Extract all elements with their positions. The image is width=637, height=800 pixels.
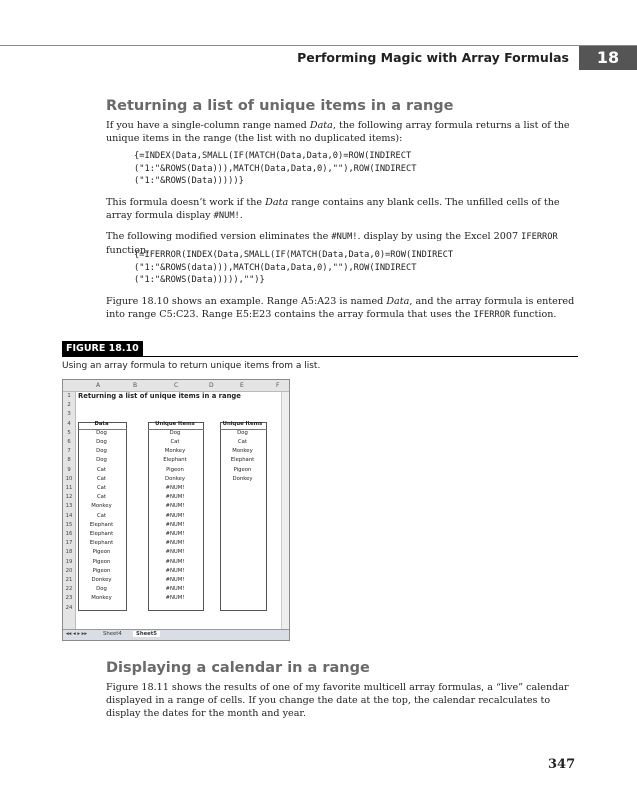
tab-nav-arrows-icon[interactable]: ◂◂ ◂ ▸ ▸▸: [66, 631, 88, 637]
chapter-number-badge: 18: [579, 46, 637, 70]
header-underline: [148, 429, 204, 430]
data-cell-e: Elephant: [230, 457, 255, 464]
data-cell-c: Dog: [169, 429, 181, 436]
code-block-2: {=IFERROR(INDEX(Data,SMALL(IF(MATCH(Data,Data,0)=ROW(INDIRECT ("1:"&ROWS(data))),MATCH(Data,Data,0),""),ROW(INDIRECT ("1:"&ROWS(Data))))),"")}: [134, 250, 454, 285]
data-cell-e: [220, 576, 265, 585]
row-number: 18: [65, 549, 73, 556]
column-header-c: C: [174, 382, 179, 389]
running-header-title: Performing Magic with Array Formulas: [297, 50, 569, 65]
data-cell-a: Cat: [96, 466, 107, 473]
data-cell-e: [220, 512, 265, 521]
data-cell-a: Dog: [96, 586, 107, 593]
row-number: 12: [65, 494, 73, 501]
data-cell-c: #NUM!: [165, 567, 185, 574]
row-number: 3: [67, 411, 71, 418]
row-number: 24: [65, 604, 73, 611]
data-cell-e: [220, 594, 265, 603]
data-cell-e: [220, 567, 265, 576]
row-number: 4: [67, 420, 71, 427]
data-cell-e: Monkey: [232, 448, 253, 455]
data-cell-c: #NUM!: [165, 485, 185, 491]
data-cell-e: Dog: [237, 429, 248, 436]
data-cell-a: Donkey: [91, 577, 112, 583]
section-heading-calendar: Displaying a calendar in a range: [106, 660, 370, 676]
spreadsheet-screenshot: [62, 379, 290, 641]
header-cell-unique-e: Unique Items: [222, 420, 263, 427]
data-cell-a: Dog: [96, 429, 107, 436]
header-cell-unique-c: Unique Items: [155, 420, 195, 427]
figure-rule: [62, 356, 578, 357]
data-cell-a: Cat: [96, 475, 107, 482]
tab-sheet4[interactable]: Sheet4: [103, 631, 122, 637]
data-cell-c: #NUM!: [165, 540, 185, 547]
data-cell-c: #NUM!: [165, 531, 185, 537]
data-cell-a: Monkey: [91, 503, 112, 510]
row-number: 22: [65, 586, 73, 593]
row-number: 5: [67, 429, 71, 436]
row-number: 6: [67, 439, 71, 445]
data-cell-c: #NUM!: [165, 586, 185, 593]
row-number: 1: [67, 393, 71, 399]
data-cell-c: #NUM!: [165, 512, 185, 519]
column-header-d: D: [209, 382, 214, 389]
data-cell-e: Cat: [237, 439, 248, 445]
row-number: 19: [65, 558, 73, 565]
row-number: 21: [65, 577, 73, 583]
data-cell-c: Cat: [170, 439, 180, 445]
data-cell-a: Cat: [96, 485, 107, 491]
tab-sheet5[interactable]: Sheet5: [133, 631, 160, 637]
data-cell-c: #NUM!: [165, 558, 185, 565]
row-number: 17: [65, 540, 73, 547]
data-cell-c: Pigeon: [166, 466, 184, 473]
column-header-b: B: [133, 382, 138, 389]
row-number: 20: [65, 567, 73, 574]
data-cell-c: Donkey: [165, 475, 185, 482]
paragraph-modified: The following modified version eliminates the #NUM!. display by using the Excel 2007 IFERROR function.: [106, 231, 558, 256]
figure-caption: Using an array formula to return unique items from a list.: [62, 361, 321, 371]
data-cell-e: [220, 539, 265, 548]
paragraph-intro: If you have a single-column range named Data, the following array formula returns a list of the unique items in the range (the list with no duplicated items):: [106, 120, 570, 144]
data-cell-e: [220, 558, 265, 567]
column-header-f: F: [276, 382, 280, 389]
section-heading-unique-items: Returning a list of unique items in a range: [106, 98, 454, 114]
vertical-scrollbar[interactable]: [281, 392, 289, 630]
code-block-1: {=INDEX(Data,SMALL(IF(MATCH(Data,Data,0)=ROW(INDIRECT ("1:"&ROWS(Data))),MATCH(Data,Data,0),""),ROW(INDIRECT ("1:"&ROWS(Data)))))}: [134, 151, 417, 186]
data-cell-a: Dog: [96, 448, 107, 455]
data-cell-a: Dog: [96, 439, 107, 445]
data-cell-e: [220, 530, 265, 539]
row-number: 8: [67, 457, 71, 464]
data-cell-c: #NUM!: [165, 503, 185, 510]
data-cell-c: #NUM!: [165, 595, 185, 602]
row-number: 7: [67, 448, 71, 455]
row-number-gutter: [63, 392, 76, 630]
row-number: 23: [65, 595, 73, 602]
paragraph-note: This formula doesn’t work if the Data range contains any blank cells. The unfilled cells of the array formula display #NUM!.: [106, 197, 560, 221]
data-cell-e: [220, 493, 265, 502]
row-number: 9: [67, 466, 71, 473]
data-cell-c: #NUM!: [165, 577, 185, 583]
data-cell-a: Pigeon: [92, 558, 111, 565]
paragraph-figure-ref: Figure 18.10 shows an example. Range A5:A23 is named Data, and the array formula is entered into range C5:C23. Range E5:E23 contains the array formula that uses the IFERROR function.: [106, 296, 575, 320]
data-cell-e: [220, 548, 265, 557]
data-cell-e: Donkey: [232, 475, 253, 482]
paragraph-calendar: Figure 18.11 shows the results of one of my favorite multicell array formulas, a “live” calendar displayed in a range of cells. If you change the date at the top, the calendar recalculates to display the dates for the month and year.: [106, 682, 569, 719]
data-cell-a: Elephant: [89, 521, 114, 528]
data-cell-a: Pigeon: [92, 549, 111, 556]
page-number: 347: [548, 757, 576, 772]
data-cell-c: Elephant: [163, 457, 187, 464]
data-cell-a: Cat: [96, 494, 107, 501]
data-cell-a: Monkey: [91, 595, 112, 602]
data-cell-a: Cat: [96, 512, 107, 519]
data-cell-e: [220, 484, 265, 493]
data-cell-c: #NUM!: [165, 494, 185, 501]
column-header-bar: [63, 380, 289, 392]
data-cell-e: [220, 502, 265, 511]
header-underline: [220, 429, 267, 430]
row-number: 14: [65, 512, 73, 519]
header-cell-data: Data: [94, 420, 109, 427]
data-cell-e: [220, 585, 265, 594]
sheet-tab-bar: [63, 629, 289, 640]
data-cell-a: Dog: [96, 457, 107, 464]
data-cell-e: Pigeon: [233, 466, 252, 473]
header-underline: [78, 429, 127, 430]
sheet-title-cell: Returning a list of unique items in a range: [78, 392, 241, 400]
row-number: 2: [67, 402, 71, 409]
row-number: 11: [65, 485, 73, 491]
row-number: 13: [65, 503, 73, 510]
row-number: 15: [65, 521, 73, 528]
data-cell-e: [220, 521, 265, 530]
data-cell-c: Monkey: [164, 448, 186, 455]
data-cell-a: Elephant: [89, 531, 114, 537]
figure-label: FIGURE 18.10: [62, 341, 143, 356]
column-header-a: A: [96, 382, 101, 389]
row-number: 10: [65, 475, 73, 482]
data-cell-a: Pigeon: [92, 567, 111, 574]
column-header-e: E: [240, 382, 244, 389]
data-cell-c: #NUM!: [165, 521, 185, 528]
data-cell-c: #NUM!: [165, 549, 185, 556]
row-number: 16: [65, 531, 73, 537]
data-cell-a: Elephant: [89, 540, 114, 547]
